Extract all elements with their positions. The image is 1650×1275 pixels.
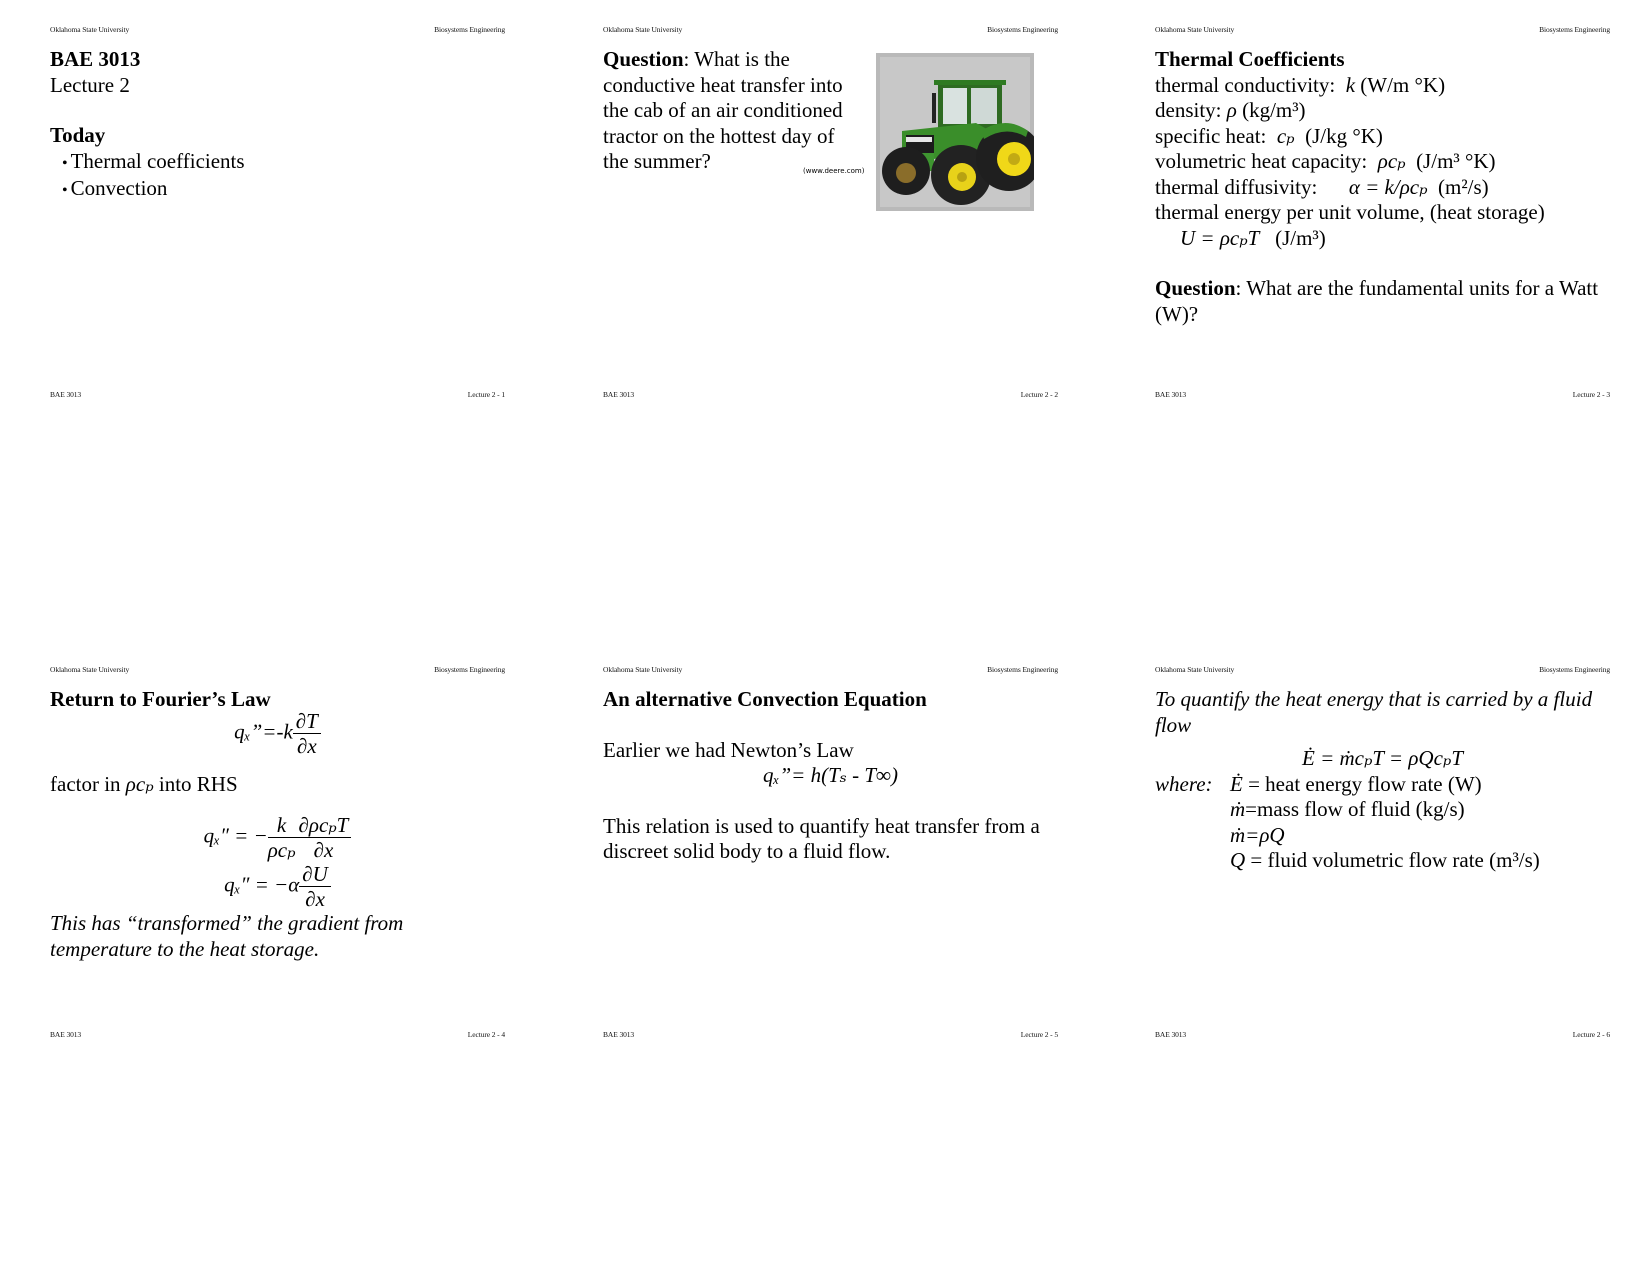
coef-line: thermal conductivity: k (W/m °K) bbox=[1155, 72, 1446, 97]
header-right: Biosystems Engineering bbox=[434, 665, 505, 674]
energy-equation: Ė = ṁcₚT = ρQcₚT bbox=[1302, 746, 1463, 770]
question-label: Question bbox=[603, 47, 684, 71]
slide-header bbox=[603, 25, 1058, 34]
coef-line: volumetric heat capacity: ρcₚ (J/m³ °K) bbox=[1155, 149, 1496, 173]
slide-body bbox=[50, 47, 505, 204]
definition: ṁ=mass flow of fluid (kg/s) bbox=[1230, 797, 1465, 821]
slide-title: BAE 3013 bbox=[50, 47, 141, 71]
header-left: Oklahoma State University bbox=[603, 25, 683, 34]
header-right: Biosystems Engineering bbox=[987, 25, 1058, 34]
slide-3 bbox=[1155, 25, 1610, 400]
where-label: where: bbox=[1155, 771, 1213, 796]
footer-left: BAE 3013 bbox=[603, 390, 635, 399]
slide-footer bbox=[1155, 390, 1610, 399]
slide-footer bbox=[50, 390, 505, 399]
slide-header bbox=[1155, 665, 1610, 674]
equation-3: qₓ″ = −α $\frac{\partial U}{\partial x}$ bbox=[50, 862, 505, 911]
header-right: Biosystems Engineering bbox=[434, 25, 505, 34]
header-left: Oklahoma State University bbox=[1155, 25, 1235, 34]
slide-body bbox=[603, 687, 1058, 865]
slide-footer bbox=[603, 1030, 1058, 1039]
question-text: : What is the conductive heat transfer into the cab of an air conditioned tractor on the hottest day of the summer? bbox=[603, 47, 843, 173]
fourier-equation: qₓ”=-k $\frac{\partial T}{\partial x}$ bbox=[50, 709, 505, 758]
slide-title: Return to Fourier’s Law bbox=[50, 687, 271, 711]
slide-footer bbox=[603, 390, 1058, 399]
header-left: Oklahoma State University bbox=[50, 665, 130, 674]
footer-left: BAE 3013 bbox=[1155, 390, 1187, 399]
slide-body bbox=[1155, 47, 1610, 327]
tractor-image bbox=[876, 53, 1034, 211]
slide-title: Thermal Coefficients bbox=[1155, 47, 1345, 71]
slide-body bbox=[1155, 687, 1610, 874]
definition: Ė = heat energy flow rate (W) bbox=[1230, 771, 1482, 796]
footer-right: Lecture 2 - 6 bbox=[1572, 1030, 1610, 1039]
slide-5 bbox=[603, 665, 1058, 1040]
intro-line: Earlier we had Newton’s Law bbox=[603, 737, 854, 762]
question: Question: What are the fundamental units for a Watt (W)? bbox=[1155, 276, 1599, 326]
header-right: Biosystems Engineering bbox=[987, 665, 1058, 674]
footer-right: Lecture 2 - 3 bbox=[1572, 390, 1610, 399]
slide-6 bbox=[1155, 665, 1610, 1040]
slide-header bbox=[1155, 25, 1610, 34]
footer-right: Lecture 2 - 5 bbox=[1020, 1030, 1058, 1039]
header-left: Oklahoma State University bbox=[603, 665, 683, 674]
coef-line: density: ρ (kg/m³) bbox=[1155, 98, 1306, 122]
equation-2: qₓ″ = − $\frac{k}{\text{ρcₚ}}$ $\frac{\text{∂ρcₚT}}{\partial x}$ bbox=[50, 813, 505, 862]
slide-footer bbox=[50, 1030, 505, 1039]
header-left: Oklahoma State University bbox=[1155, 665, 1235, 674]
where-block bbox=[1155, 772, 1610, 874]
newton-equation: qₓ”= h(Tₛ - T∞) bbox=[763, 763, 898, 787]
bullet-item: • Thermal coefficients bbox=[50, 149, 505, 177]
footer-left: BAE 3013 bbox=[1155, 1030, 1187, 1039]
image-credit: (www.deere.com) bbox=[803, 167, 865, 175]
section-heading: Today bbox=[50, 123, 106, 147]
slide-title: An alternative Convection Equation bbox=[603, 687, 927, 711]
coef-line: thermal energy per unit volume, (heat storage) bbox=[1155, 200, 1545, 224]
slide-body bbox=[603, 47, 863, 175]
factor-text: factor in ρcₚ into RHS bbox=[50, 771, 238, 796]
coef-line: specific heat: cₚ (J/kg °K) bbox=[1155, 123, 1383, 148]
slide-header bbox=[50, 25, 505, 34]
bullet-item: • Convection bbox=[50, 176, 505, 204]
footer-left: BAE 3013 bbox=[50, 390, 82, 399]
slide-header bbox=[50, 665, 505, 674]
header-right: Biosystems Engineering bbox=[1539, 25, 1610, 34]
footer-right: Lecture 2 - 2 bbox=[1020, 390, 1058, 399]
footer-left: BAE 3013 bbox=[603, 1030, 635, 1039]
slide-body bbox=[50, 687, 505, 962]
header-left: Oklahoma State University bbox=[50, 25, 130, 34]
slide-1 bbox=[50, 25, 505, 400]
slide-footer bbox=[1155, 1030, 1610, 1039]
definition: Q = fluid volumetric flow rate (m³/s) bbox=[1230, 848, 1540, 872]
coef-line: thermal diffusivity: α = k/ρcₚ (m²/s) bbox=[1155, 174, 1489, 199]
header-right: Biosystems Engineering bbox=[1539, 665, 1610, 674]
slide-2 bbox=[603, 25, 1058, 400]
slide-header bbox=[603, 665, 1058, 674]
slide-subtitle: Lecture 2 bbox=[50, 72, 130, 97]
explanation-paragraph: This relation is used to quantify heat transfer from a discreet solid body to a fluid flow. bbox=[603, 813, 1040, 863]
intro-text: To quantify the heat energy that is carried by a fluid flow bbox=[1155, 687, 1593, 737]
storage-equation: U = ρcₚT (J/m³) bbox=[1180, 225, 1326, 250]
slide-4 bbox=[50, 665, 505, 1040]
definition: ṁ=ρQ bbox=[1230, 822, 1285, 847]
footer-right: Lecture 2 - 1 bbox=[467, 390, 505, 399]
footer-left: BAE 3013 bbox=[50, 1030, 82, 1039]
footer-right: Lecture 2 - 4 bbox=[467, 1030, 505, 1039]
conclusion-text: This has “transformed” the gradient from temperature to the heat storage. bbox=[50, 911, 404, 961]
